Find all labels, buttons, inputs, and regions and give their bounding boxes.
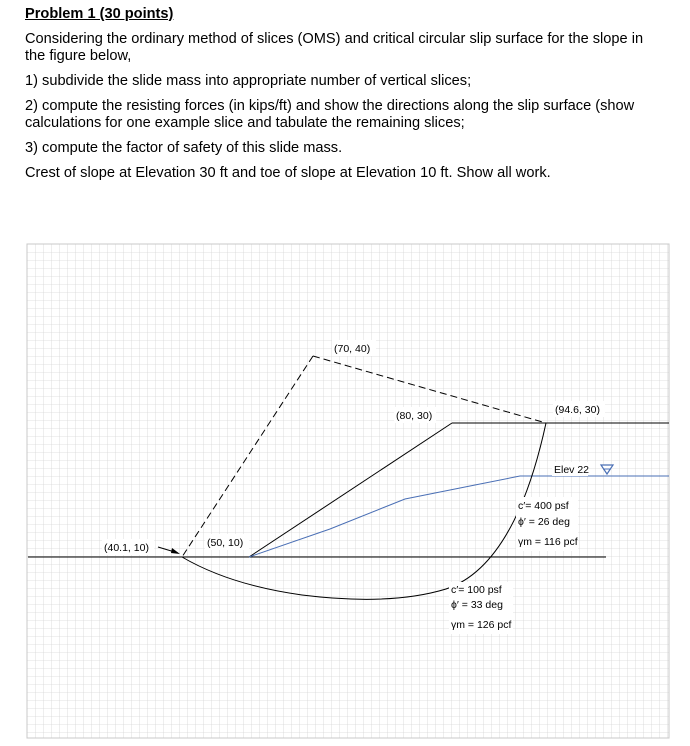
upper-soil-friction: ϕ′ = 26 deg — [518, 516, 570, 528]
problem-title: Problem 1 (30 points) — [25, 6, 174, 22]
problem-note: Crest of slope at Elevation 30 ft and toe of slope at Elevation 10 ft. Show all work. — [25, 165, 551, 181]
label-crest-corner: (80, 30) — [396, 410, 433, 422]
upper-soil-cohesion: c′= 400 psf — [518, 500, 569, 512]
problem-intro: Considering the ordinary method of slices (OMS) and critical circular slip surface for the slope in the figure below, — [25, 31, 644, 64]
lower-soil-cohesion: c′= 100 psf — [451, 584, 502, 596]
label-crest-exit: (94.6, 30) — [555, 404, 600, 416]
water-table-label: Elev 22 — [554, 464, 590, 476]
lower-soil-friction: ϕ′ = 33 deg — [451, 599, 503, 611]
label-toe-entry: (40.1, 10) — [104, 542, 149, 554]
upper-soil-unit-weight: γm = 116 pcf — [518, 536, 578, 548]
grid-background — [27, 244, 669, 738]
label-center: (70, 40) — [334, 343, 371, 355]
label-toe: (50, 10) — [207, 537, 244, 549]
problem-step-2: 2) compute the resisting forces (in kips/ft) and show the directions along the slip surface (show calculations for one example slice and tabulate the remaining slices; — [25, 98, 635, 131]
problem-step-1: 1) subdivide the slide mass into appropriate number of vertical slices; — [25, 73, 472, 89]
lower-soil-unit-weight: γm = 126 pcf — [451, 619, 512, 631]
problem-step-3: 3) compute the factor of safety of this slide mass. — [25, 140, 343, 156]
